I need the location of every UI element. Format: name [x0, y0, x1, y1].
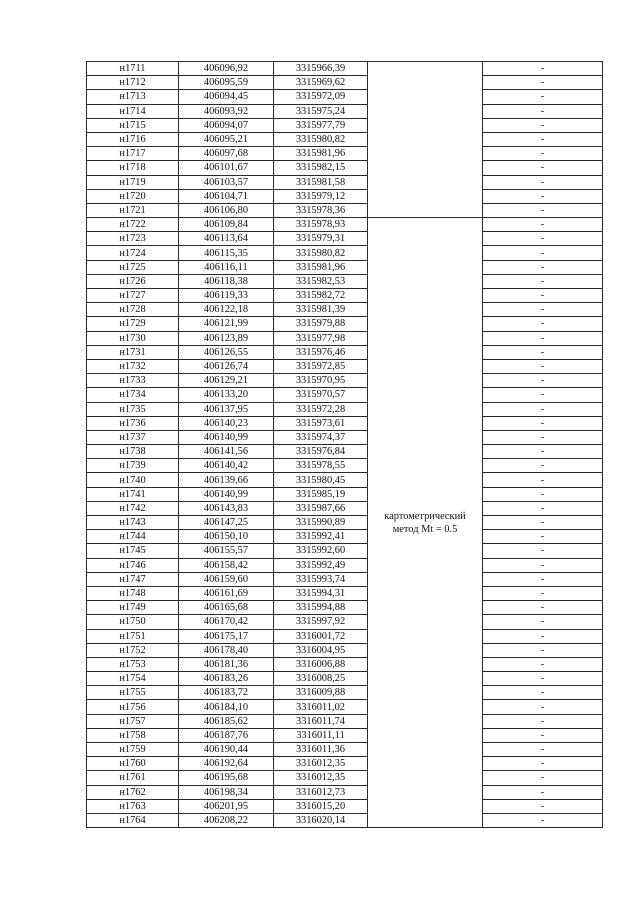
y-coordinate-cell: 3316001,72 — [274, 629, 368, 643]
point-id-cell: н1724 — [87, 246, 179, 260]
x-coordinate-cell: 406123,89 — [179, 331, 274, 345]
x-coordinate-cell: 406139,66 — [179, 473, 274, 487]
x-coordinate-cell: 406121,99 — [179, 317, 274, 331]
table-row — [87, 274, 603, 288]
point-id-cell: н1755 — [87, 686, 179, 700]
y-coordinate-cell: 3315973,61 — [274, 416, 368, 430]
note-cell: - — [483, 516, 603, 530]
table-row — [87, 359, 603, 373]
y-coordinate-cell: 3315972,85 — [274, 359, 368, 373]
table-row — [87, 686, 603, 700]
x-coordinate-cell: 406165,68 — [179, 601, 274, 615]
y-coordinate-cell: 3315997,92 — [274, 615, 368, 629]
point-id-cell: н1760 — [87, 757, 179, 771]
y-coordinate-cell: 3315994,31 — [274, 586, 368, 600]
x-coordinate-cell: 406122,18 — [179, 303, 274, 317]
x-coordinate-cell: 406190,44 — [179, 743, 274, 757]
y-coordinate-cell: 3315979,31 — [274, 232, 368, 246]
table-row — [87, 487, 603, 501]
note-cell: - — [483, 274, 603, 288]
y-coordinate-cell: 3315974,37 — [274, 430, 368, 444]
point-id-cell: н1714 — [87, 104, 179, 118]
y-coordinate-cell: 3316015,20 — [274, 799, 368, 813]
y-coordinate-cell: 3315979,88 — [274, 317, 368, 331]
note-cell: - — [483, 813, 603, 827]
table-row — [87, 189, 603, 203]
point-id-cell: н1725 — [87, 260, 179, 274]
x-coordinate-cell: 406155,57 — [179, 544, 274, 558]
y-coordinate-cell: 3315987,66 — [274, 501, 368, 515]
point-id-cell: н1751 — [87, 629, 179, 643]
table-row — [87, 203, 603, 217]
note-cell: - — [483, 572, 603, 586]
note-cell: - — [483, 445, 603, 459]
x-coordinate-cell: 406158,42 — [179, 558, 274, 572]
point-id-cell: н1745 — [87, 544, 179, 558]
x-coordinate-cell: 406109,84 — [179, 218, 274, 232]
y-coordinate-cell: 3315977,98 — [274, 331, 368, 345]
x-coordinate-cell: 406113,64 — [179, 232, 274, 246]
x-coordinate-cell: 406195,68 — [179, 771, 274, 785]
table-row — [87, 388, 603, 402]
x-coordinate-cell: 406118,38 — [179, 274, 274, 288]
table-row — [87, 104, 603, 118]
note-cell: - — [483, 76, 603, 90]
table-row — [87, 445, 603, 459]
note-cell: - — [483, 289, 603, 303]
table-row — [87, 402, 603, 416]
point-id-cell: н1733 — [87, 374, 179, 388]
point-id-cell: н1722 — [87, 218, 179, 232]
x-coordinate-cell: 406103,57 — [179, 175, 274, 189]
x-coordinate-cell: 406183,26 — [179, 672, 274, 686]
y-coordinate-cell: 3315976,46 — [274, 345, 368, 359]
table-row — [87, 459, 603, 473]
table-row — [87, 317, 603, 331]
point-id-cell: н1749 — [87, 601, 179, 615]
y-coordinate-cell: 3316020,14 — [274, 813, 368, 827]
table-row — [87, 132, 603, 146]
y-coordinate-cell: 3315981,96 — [274, 260, 368, 274]
table-row — [87, 246, 603, 260]
table-row — [87, 558, 603, 572]
table-row — [87, 615, 603, 629]
y-coordinate-cell: 3315994,88 — [274, 601, 368, 615]
table-row — [87, 643, 603, 657]
y-coordinate-cell: 3315992,41 — [274, 530, 368, 544]
point-id-cell: н1728 — [87, 303, 179, 317]
note-cell: - — [483, 104, 603, 118]
point-id-cell: н1730 — [87, 331, 179, 345]
y-coordinate-cell: 3316011,11 — [274, 728, 368, 742]
point-id-cell: н1723 — [87, 232, 179, 246]
table-row — [87, 331, 603, 345]
note-cell: - — [483, 359, 603, 373]
table-row — [87, 118, 603, 132]
note-cell: - — [483, 232, 603, 246]
point-id-cell: н1742 — [87, 501, 179, 515]
y-coordinate-cell: 3315970,95 — [274, 374, 368, 388]
y-coordinate-cell: 3316012,35 — [274, 771, 368, 785]
point-id-cell: н1712 — [87, 76, 179, 90]
point-id-cell: н1736 — [87, 416, 179, 430]
y-coordinate-cell: 3315978,55 — [274, 459, 368, 473]
note-cell: - — [483, 615, 603, 629]
y-coordinate-cell: 3316008,25 — [274, 672, 368, 686]
table-row — [87, 416, 603, 430]
x-coordinate-cell: 406133,20 — [179, 388, 274, 402]
note-cell: - — [483, 473, 603, 487]
table-row — [87, 728, 603, 742]
table-row — [87, 289, 603, 303]
note-cell: - — [483, 147, 603, 161]
point-id-cell: н1747 — [87, 572, 179, 586]
y-coordinate-cell: 3316012,73 — [274, 785, 368, 799]
y-coordinate-cell: 3315977,79 — [274, 118, 368, 132]
table-row — [87, 530, 603, 544]
point-id-cell: н1762 — [87, 785, 179, 799]
x-coordinate-cell: 406115,35 — [179, 246, 274, 260]
coordinates-table-body — [87, 62, 603, 828]
x-coordinate-cell: 406208,22 — [179, 813, 274, 827]
note-cell: - — [483, 246, 603, 260]
x-coordinate-cell: 406095,59 — [179, 76, 274, 90]
point-id-cell: н1713 — [87, 90, 179, 104]
point-id-cell: н1738 — [87, 445, 179, 459]
table-row — [87, 743, 603, 757]
table-row — [87, 757, 603, 771]
table-row — [87, 76, 603, 90]
note-cell: - — [483, 686, 603, 700]
x-coordinate-cell: 406181,36 — [179, 657, 274, 671]
point-id-cell: н1741 — [87, 487, 179, 501]
note-cell: - — [483, 303, 603, 317]
x-coordinate-cell: 406116,11 — [179, 260, 274, 274]
x-coordinate-cell: 406126,55 — [179, 345, 274, 359]
note-cell: - — [483, 799, 603, 813]
note-cell: - — [483, 530, 603, 544]
note-cell: - — [483, 558, 603, 572]
note-cell: - — [483, 629, 603, 643]
point-id-cell: н1746 — [87, 558, 179, 572]
table-row — [87, 501, 603, 515]
x-coordinate-cell: 406104,71 — [179, 189, 274, 203]
table-row — [87, 260, 603, 274]
note-cell: - — [483, 728, 603, 742]
x-coordinate-cell: 406126,74 — [179, 359, 274, 373]
y-coordinate-cell: 3315972,28 — [274, 402, 368, 416]
point-id-cell: н1761 — [87, 771, 179, 785]
y-coordinate-cell: 3315980,82 — [274, 246, 368, 260]
table-row — [87, 161, 603, 175]
point-id-cell: н1763 — [87, 799, 179, 813]
point-id-cell: н1759 — [87, 743, 179, 757]
table-row — [87, 657, 603, 671]
note-cell: - — [483, 501, 603, 515]
y-coordinate-cell: 3315985,19 — [274, 487, 368, 501]
x-coordinate-cell: 406140,99 — [179, 430, 274, 444]
point-id-cell: н1740 — [87, 473, 179, 487]
table-row — [87, 374, 603, 388]
y-coordinate-cell: 3316004,95 — [274, 643, 368, 657]
table-row — [87, 218, 603, 232]
note-cell: - — [483, 657, 603, 671]
x-coordinate-cell: 406201,95 — [179, 799, 274, 813]
note-cell: - — [483, 416, 603, 430]
y-coordinate-cell: 3316009,88 — [274, 686, 368, 700]
table-row — [87, 345, 603, 359]
x-coordinate-cell: 406161,69 — [179, 586, 274, 600]
note-cell: - — [483, 90, 603, 104]
x-coordinate-cell: 406150,10 — [179, 530, 274, 544]
note-cell: - — [483, 331, 603, 345]
note-cell: - — [483, 218, 603, 232]
y-coordinate-cell: 3315969,62 — [274, 76, 368, 90]
note-cell: - — [483, 175, 603, 189]
point-id-cell: н1729 — [87, 317, 179, 331]
note-cell: - — [483, 402, 603, 416]
x-coordinate-cell: 406096,92 — [179, 62, 274, 76]
table-row — [87, 232, 603, 246]
point-id-cell: н1754 — [87, 672, 179, 686]
table-row — [87, 672, 603, 686]
note-cell: - — [483, 388, 603, 402]
y-coordinate-cell: 3315976,84 — [274, 445, 368, 459]
note-cell: - — [483, 132, 603, 146]
note-cell: - — [483, 771, 603, 785]
y-coordinate-cell: 3315966,39 — [274, 62, 368, 76]
y-coordinate-cell: 3315982,53 — [274, 274, 368, 288]
y-coordinate-cell: 3315981,58 — [274, 175, 368, 189]
note-cell: - — [483, 757, 603, 771]
y-coordinate-cell: 3315993,74 — [274, 572, 368, 586]
note-cell: - — [483, 672, 603, 686]
point-id-cell: н1753 — [87, 657, 179, 671]
point-id-cell: н1739 — [87, 459, 179, 473]
point-id-cell: н1727 — [87, 289, 179, 303]
point-id-cell: н1731 — [87, 345, 179, 359]
coordinates-table — [86, 61, 603, 828]
point-id-cell: н1752 — [87, 643, 179, 657]
x-coordinate-cell: 406140,99 — [179, 487, 274, 501]
note-cell: - — [483, 161, 603, 175]
point-id-cell: н1711 — [87, 62, 179, 76]
x-coordinate-cell: 406183,72 — [179, 686, 274, 700]
x-coordinate-cell: 406095,21 — [179, 132, 274, 146]
x-coordinate-cell: 406143,83 — [179, 501, 274, 515]
y-coordinate-cell: 3315978,93 — [274, 218, 368, 232]
table-row — [87, 771, 603, 785]
table-row — [87, 516, 603, 530]
x-coordinate-cell: 406129,21 — [179, 374, 274, 388]
point-id-cell: н1720 — [87, 189, 179, 203]
point-id-cell: н1715 — [87, 118, 179, 132]
point-id-cell: н1748 — [87, 586, 179, 600]
y-coordinate-cell: 3315981,96 — [274, 147, 368, 161]
note-cell: - — [483, 743, 603, 757]
x-coordinate-cell: 406141,56 — [179, 445, 274, 459]
note-cell: - — [483, 317, 603, 331]
point-id-cell: н1758 — [87, 728, 179, 742]
point-id-cell: н1718 — [87, 161, 179, 175]
table-row — [87, 572, 603, 586]
x-coordinate-cell: 406094,45 — [179, 90, 274, 104]
x-coordinate-cell: 406094,07 — [179, 118, 274, 132]
note-cell: - — [483, 601, 603, 615]
y-coordinate-cell: 3315982,15 — [274, 161, 368, 175]
note-cell: - — [483, 700, 603, 714]
method-cell — [368, 218, 483, 828]
note-cell: - — [483, 544, 603, 558]
point-id-cell: н1757 — [87, 714, 179, 728]
x-coordinate-cell: 406170,42 — [179, 615, 274, 629]
y-coordinate-cell: 3315980,45 — [274, 473, 368, 487]
y-coordinate-cell: 3315992,60 — [274, 544, 368, 558]
x-coordinate-cell: 406159,60 — [179, 572, 274, 586]
point-id-cell: н1717 — [87, 147, 179, 161]
note-cell: - — [483, 459, 603, 473]
table-row — [87, 62, 603, 76]
point-id-cell: н1721 — [87, 203, 179, 217]
note-cell: - — [483, 345, 603, 359]
y-coordinate-cell: 3316011,02 — [274, 700, 368, 714]
note-cell: - — [483, 714, 603, 728]
note-cell: - — [483, 374, 603, 388]
point-id-cell: н1764 — [87, 813, 179, 827]
point-id-cell: н1734 — [87, 388, 179, 402]
x-coordinate-cell: 406147,25 — [179, 516, 274, 530]
table-row — [87, 473, 603, 487]
method-text-line: картометрический — [384, 510, 466, 522]
point-id-cell: н1743 — [87, 516, 179, 530]
x-coordinate-cell: 406192,64 — [179, 757, 274, 771]
note-cell: - — [483, 430, 603, 444]
table-row — [87, 813, 603, 827]
table-row — [87, 90, 603, 104]
note-cell: - — [483, 785, 603, 799]
x-coordinate-cell: 406140,23 — [179, 416, 274, 430]
x-coordinate-cell: 406137,95 — [179, 402, 274, 416]
y-coordinate-cell: 3315981,39 — [274, 303, 368, 317]
x-coordinate-cell: 406140,42 — [179, 459, 274, 473]
table-row — [87, 175, 603, 189]
x-coordinate-cell: 406097,68 — [179, 147, 274, 161]
y-coordinate-cell: 3316012,35 — [274, 757, 368, 771]
y-coordinate-cell: 3315978,36 — [274, 203, 368, 217]
y-coordinate-cell: 3315970,57 — [274, 388, 368, 402]
x-coordinate-cell: 406184,10 — [179, 700, 274, 714]
method-cell — [368, 62, 483, 218]
x-coordinate-cell: 406093,92 — [179, 104, 274, 118]
y-coordinate-cell: 3315992,49 — [274, 558, 368, 572]
table-row — [87, 700, 603, 714]
y-coordinate-cell: 3316011,74 — [274, 714, 368, 728]
method-text-line: метод Mt = 0.5 — [392, 523, 458, 535]
y-coordinate-cell: 3315980,82 — [274, 132, 368, 146]
x-coordinate-cell: 406198,34 — [179, 785, 274, 799]
point-id-cell: н1716 — [87, 132, 179, 146]
y-coordinate-cell: 3315979,12 — [274, 189, 368, 203]
note-cell: - — [483, 487, 603, 501]
x-coordinate-cell: 406119,33 — [179, 289, 274, 303]
note-cell: - — [483, 118, 603, 132]
x-coordinate-cell: 406178,40 — [179, 643, 274, 657]
table-row — [87, 601, 603, 615]
note-cell: - — [483, 586, 603, 600]
x-coordinate-cell: 406175,17 — [179, 629, 274, 643]
point-id-cell: н1735 — [87, 402, 179, 416]
note-cell: - — [483, 203, 603, 217]
point-id-cell: н1732 — [87, 359, 179, 373]
note-cell: - — [483, 643, 603, 657]
note-cell: - — [483, 260, 603, 274]
y-coordinate-cell: 3315975,24 — [274, 104, 368, 118]
point-id-cell: н1744 — [87, 530, 179, 544]
y-coordinate-cell: 3315982,72 — [274, 289, 368, 303]
x-coordinate-cell: 406106,80 — [179, 203, 274, 217]
table-row — [87, 147, 603, 161]
point-id-cell: н1726 — [87, 274, 179, 288]
table-row — [87, 799, 603, 813]
table-row — [87, 430, 603, 444]
point-id-cell: н1737 — [87, 430, 179, 444]
table-row — [87, 785, 603, 799]
y-coordinate-cell: 3316011,36 — [274, 743, 368, 757]
x-coordinate-cell: 406185,62 — [179, 714, 274, 728]
y-coordinate-cell: 3316006,88 — [274, 657, 368, 671]
x-coordinate-cell: 406101,67 — [179, 161, 274, 175]
point-id-cell: н1756 — [87, 700, 179, 714]
x-coordinate-cell: 406187,76 — [179, 728, 274, 742]
table-row — [87, 586, 603, 600]
y-coordinate-cell: 3315972,09 — [274, 90, 368, 104]
table-row — [87, 629, 603, 643]
table-row — [87, 714, 603, 728]
table-row — [87, 544, 603, 558]
point-id-cell: н1750 — [87, 615, 179, 629]
y-coordinate-cell: 3315990,89 — [274, 516, 368, 530]
point-id-cell: н1719 — [87, 175, 179, 189]
table-row — [87, 303, 603, 317]
note-cell: - — [483, 189, 603, 203]
note-cell: - — [483, 62, 603, 76]
